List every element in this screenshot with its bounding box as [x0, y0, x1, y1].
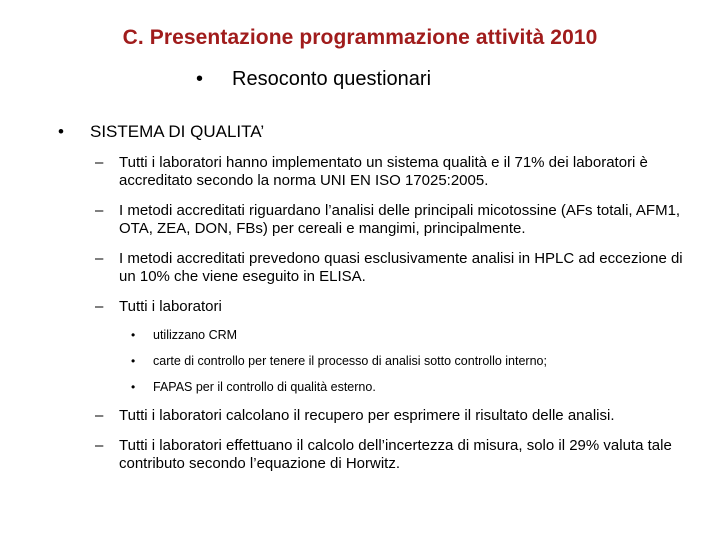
list-item [95, 407, 695, 425]
subtitle [196, 68, 431, 91]
dash: – [95, 407, 104, 424]
list-item-text: Tutti i laboratori [119, 298, 222, 315]
list-item [95, 250, 695, 286]
list-item-text: Tutti i laboratori calcolano il recupero per esprimere il risultato delle analisi. [119, 407, 615, 424]
list-item-text: Tutti i laboratori effettuano il calcolo dell’incertezza di misura, solo il 29% valuta tale contributo secondo l’equazione di Horwitz. [119, 437, 672, 472]
sub-item-text: utilizzano CRM [153, 328, 238, 342]
dash: – [95, 298, 104, 315]
slide-title: C. Presentazione programmazione attività 2010 [122, 26, 598, 49]
list-item-text: Tutti i laboratori hanno implementato un sistema qualità e il 71% dei laboratori è accreditato secondo la norma UNI EN ISO 17025:2005. [119, 154, 648, 189]
heading-bullet: • [58, 122, 64, 141]
sub-item [131, 353, 695, 369]
sub-bullet: • [131, 354, 136, 368]
subtitle-bullet: • [196, 68, 204, 90]
dash: – [95, 202, 104, 219]
list-item-text: I metodi accreditati riguardano l’analisi delle principali micotossine (AFs totali, AFM1, OTA, ZEA, DON, FBs) per cereali e mangimi, principalmente. [119, 202, 681, 237]
sub-item-text: FAPAS per il controllo di qualità esterno. [153, 380, 376, 394]
sub-item-text: carte di controllo per tenere il processo di analisi sotto controllo interno; [153, 354, 547, 368]
dash: – [95, 154, 104, 171]
heading-text: SISTEMA DI QUALITA’ [90, 122, 265, 141]
sub-item [131, 327, 695, 343]
list-item [95, 202, 695, 238]
sub-item [131, 379, 695, 395]
dash: – [95, 250, 104, 267]
section-heading [58, 122, 264, 142]
sub-bullet: • [131, 328, 136, 342]
dash: – [95, 437, 104, 454]
list-item [95, 298, 695, 316]
sub-bullet: • [131, 380, 136, 394]
list-item [95, 154, 695, 190]
list-item [95, 437, 695, 473]
list-item-text: I metodi accreditati prevedono quasi esclusivamente analisi in HPLC ad eccezione di un 10% che viene eseguito in ELISA. [119, 250, 683, 285]
item-list [95, 154, 695, 473]
subtitle-text: Resoconto questionari [232, 68, 432, 90]
